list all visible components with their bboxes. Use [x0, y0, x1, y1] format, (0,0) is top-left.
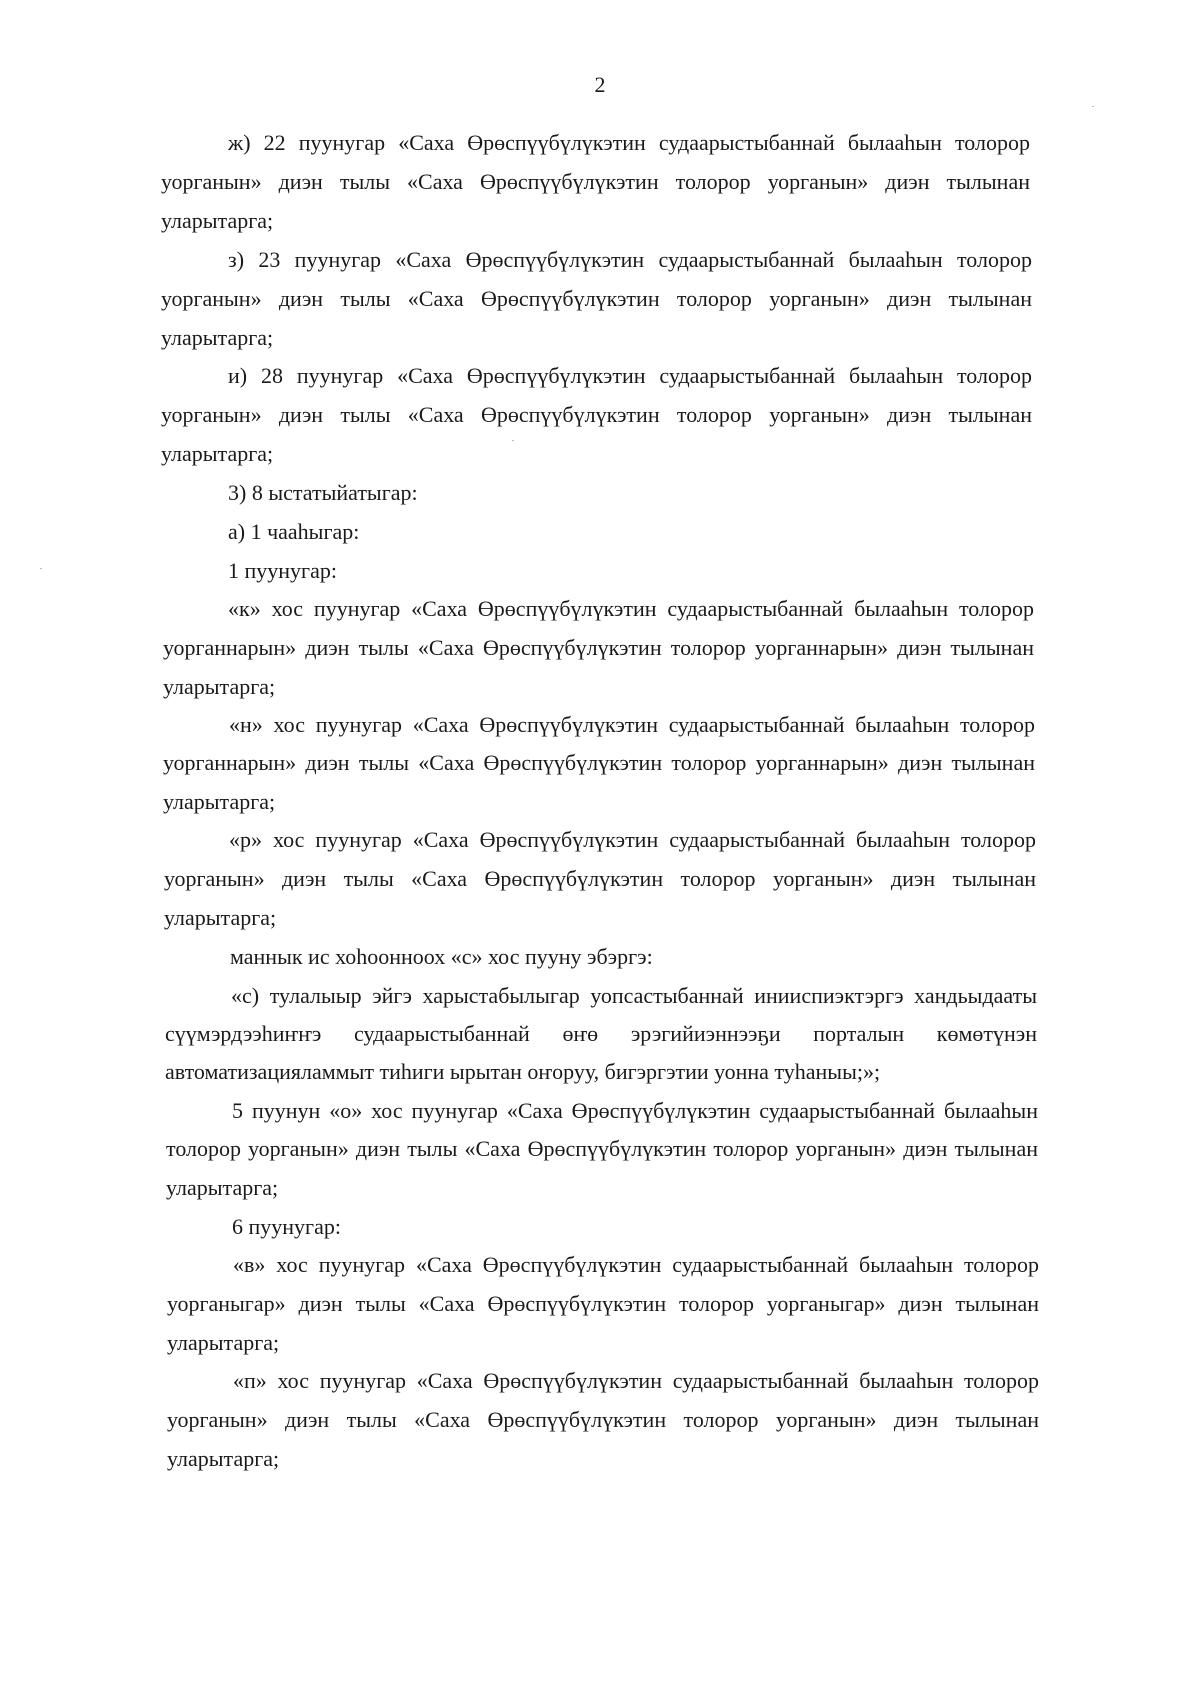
paragraph-line: «р» хос пуунугар «Саха Өрөспүүбүлүкэтин судаарыстыбаннай былааһын толорор [229, 827, 1036, 852]
paragraph-line: уларытарга; [163, 674, 276, 699]
paragraph-line: а) 1 чааһыгар: [228, 519, 360, 544]
paragraph-line: уорганнарын» диэн тылы «Саха Өрөспүүбүлүкэтин толорор уорганнарын» диэн тылынан [163, 635, 1034, 660]
paragraph-line: уларытарга; [164, 905, 277, 930]
paragraph-line: автоматизацияламмыт тиһиги ырытан оҥоруу, бигэргэтии уонна туһаныы;»; [165, 1059, 881, 1084]
paragraph-line: уларытарга; [166, 1175, 279, 1200]
paragraph-line: уларытарга; [167, 1330, 280, 1355]
paragraph-line: толорор уорганын» диэн тылы «Саха Өрөспүүбүлүкэтин толорор уорганын» диэн тылынан [166, 1136, 1038, 1161]
paragraph-line: уорганын» диэн тылы «Саха Өрөспүүбүлүкэтин толорор уорганын» диэн тылынан [161, 169, 1030, 194]
paragraph-line: уларытарга; [161, 208, 274, 233]
scan-speck [40, 568, 42, 569]
paragraph-line: «в» хос пуунугар «Саха Өрөспүүбүлүкэтин судаарыстыбаннай былааһын толорор [233, 1252, 1039, 1277]
paragraph-line: «с) тулалыыр эйгэ харыстабылыгар уопсастыбаннай инииспиэктэргэ хандьыдааты [231, 983, 1037, 1008]
paragraph-line: уорганын» диэн тылы «Саха Өрөспүүбүлүкэтин толорор уорганын» диэн тылынан [161, 286, 1032, 311]
paragraph-line: 1 пуунугар: [228, 558, 337, 583]
paragraph-line: уларытарга; [161, 441, 274, 466]
paragraph-line: сүүмэрдээһиҥҥэ судаарыстыбаннай өҥө эрэгийиэннээҕи порталын көмөтүнэн [165, 1021, 1037, 1046]
scan-speck [1092, 106, 1094, 107]
paragraph-line: уларытарга; [161, 325, 274, 350]
paragraph-line: уорганыгар» диэн тылы «Саха Өрөспүүбүлүкэтин толорор уорганыгар» диэн тылынан [167, 1291, 1039, 1316]
paragraph-line: 5 пуунун «о» хос пуунугар «Саха Өрөспүүбүлүкэтин судаарыстыбаннай былааһын [232, 1098, 1038, 1123]
paragraph-line: уорганын» диэн тылы «Саха Өрөспүүбүлүкэтин толорор уорганын» диэн тылынан [161, 402, 1032, 427]
paragraph-line: уларытарга; [163, 789, 276, 814]
paragraph-line: уорганын» диэн тылы «Саха Өрөспүүбүлүкэтин толорор уорганын» диэн тылынан [167, 1407, 1039, 1432]
paragraph-line: маннык ис хоһоонноох «с» хос пууну эбэргэ: [230, 944, 653, 969]
paragraph-line: «к» хос пуунугар «Саха Өрөспүүбүлүкэтин судаарыстыбаннай былааһын толорор [228, 596, 1034, 621]
paragraph-line: з) 23 пуунугар «Саха Өрөспүүбүлүкэтин судаарыстыбаннай былааһын толорор [228, 247, 1032, 272]
paragraph-line: «н» хос пуунугар «Саха Өрөспүүбүлүкэтин судаарыстыбаннай былааһын толорор [229, 712, 1035, 737]
paragraph-line: 3) 8 ыстатыйатыгар: [228, 480, 418, 505]
scan-speck [512, 440, 514, 441]
paragraph-line: ж) 22 пуунугар «Саха Өрөспүүбүлүкэтин судаарыстыбаннай былааһын толорор [228, 130, 1030, 155]
page-number: 2 [594, 72, 606, 97]
paragraph-line: уорганын» диэн тылы «Саха Өрөспүүбүлүкэтин толорор уорганын» диэн тылынан [164, 866, 1036, 891]
paragraph-line: уларытарга; [167, 1446, 280, 1471]
paragraph-line: уорганнарын» диэн тылы «Саха Өрөспүүбүлүкэтин толорор уорганнарын» диэн тылынан [163, 750, 1035, 775]
paragraph-line: «п» хос пуунугар «Саха Өрөспүүбүлүкэтин судаарыстыбаннай былааһын толорор [233, 1368, 1039, 1393]
paragraph-line: и) 28 пуунугар «Саха Өрөспүүбүлүкэтин судаарыстыбаннай былааһын толорор [228, 363, 1032, 388]
paragraph-line: 6 пуунугар: [232, 1214, 341, 1239]
